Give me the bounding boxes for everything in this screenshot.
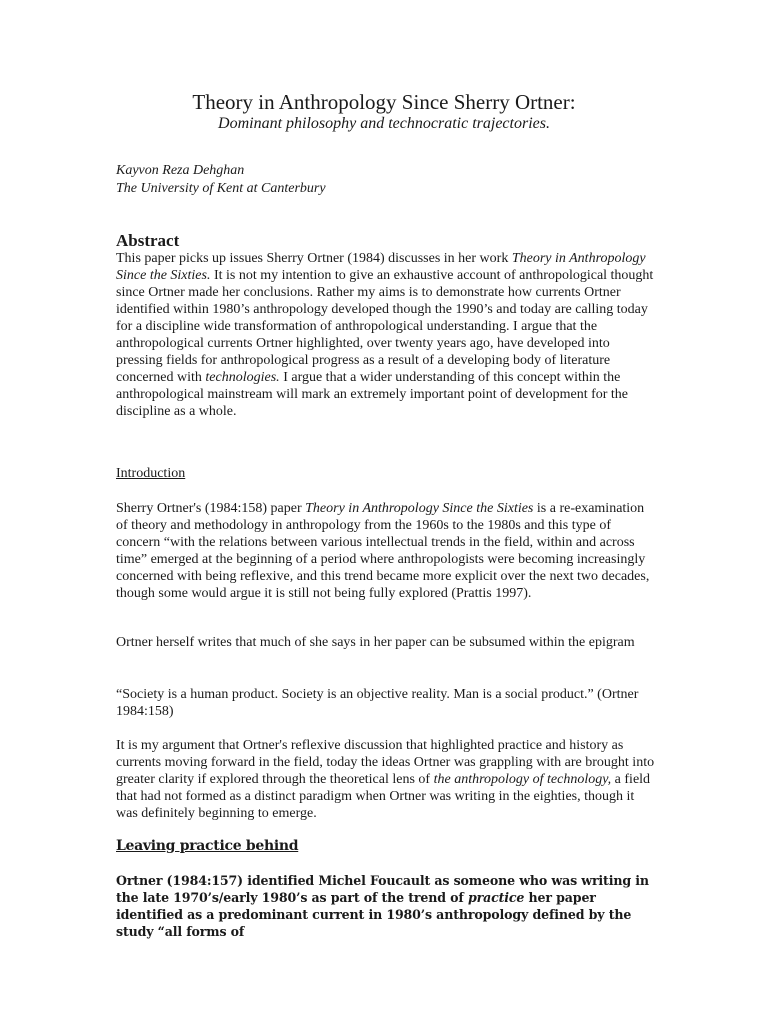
author-block	[116, 162, 326, 198]
paragraph-text: Ortner (1984:157) identified Michel Foucault as someone who was writing in the late 1970’s/early 1980’s as part of the trend of	[116, 873, 649, 905]
section2-paragraph-1	[116, 872, 656, 940]
paper-title: Theory in Anthropology Since Sherry Ortner:	[192, 90, 576, 114]
abstract-text: I argue that a wider understanding of this concept within the anthropological mainstream will mark an extremely important point of development for the discipline as a whole.	[116, 370, 629, 419]
abstract-text: This paper picks up issues Sherry Ortner (1984) discusses in her work	[116, 251, 512, 266]
author-affiliation: The University of Kent at Canterbury	[116, 181, 326, 196]
abstract-paragraph	[116, 250, 656, 420]
paragraph-text: is a re-examination of theory and methodology in anthropology from the 1960s to the 1980s and this type of concern “with the relations between various intellectual trends in the field, within and across time” emerged at the beginning of a period where anthropologists were becoming increasingly concerned with being reflexive, and this trend became more explicit over the next two decades, though some would argue it is still not being fully explored (Prattis 1997).	[116, 501, 650, 601]
abstract-emphasis: technologies.	[205, 370, 280, 385]
introduction-paragraph-2	[116, 634, 656, 651]
paragraph-text: Sherry Ortner's (1984:158) paper	[116, 501, 306, 516]
quote-text: “Society is a human product. Society is an objective reality. Man is a social product.” (Ortner 1984:158)	[116, 687, 639, 719]
epigram-quote	[116, 686, 656, 720]
paragraph-emphasis: the anthropology of technology,	[433, 772, 612, 787]
author-name: Kayvon Reza Dehghan	[116, 163, 245, 178]
paragraph-text: her paper identified as a predominant current in 1980’s anthropology defined by the study “all forms of	[116, 890, 632, 939]
introduction-heading: Introduction	[116, 466, 186, 481]
introduction-paragraph-4	[116, 737, 656, 822]
abstract-cited-title: Theory in Anthropology Since the Sixties.	[116, 251, 646, 283]
paragraph-emphasis: practice	[467, 890, 525, 905]
cited-title: Theory in Anthropology Since the Sixties	[305, 501, 534, 516]
section-heading-leaving-practice: Leaving practice behind	[116, 838, 299, 854]
paper-subtitle: Dominant philosophy and technocratic trajectories.	[218, 115, 550, 132]
paragraph-text: It is my argument that Ortner's reflexive discussion that highlighted practice and history as currents moving forward in the field, today the ideas Ortner was grappling with are brought into greater clarity if explored through the theoretical lens of	[116, 738, 655, 787]
introduction-paragraph-1	[116, 500, 656, 602]
abstract-text: It is not my intention to give an exhaustive account of anthropological thought since Ortner made her conclusions. Rather my aims is to demonstrate how currents Ortner identified within 1980’s anthropology developed though the 1990’s and today are calling today for a discipline wide transformation of anthropological understanding. I argue that the anthropological currents Ortner highlighted, over twenty years ago, have developed into pressing fields for anthropological progress as a result of a developing body of literature concerned with	[116, 268, 654, 385]
abstract-heading: Abstract	[116, 231, 180, 250]
paragraph-text: Ortner herself writes that much of she says in her paper can be subsumed within the epigram	[116, 635, 635, 650]
paragraph-text: a field that had not formed as a distinct paradigm when Ortner was writing in the eighties, though it was definitely beginning to emerge.	[116, 772, 651, 821]
